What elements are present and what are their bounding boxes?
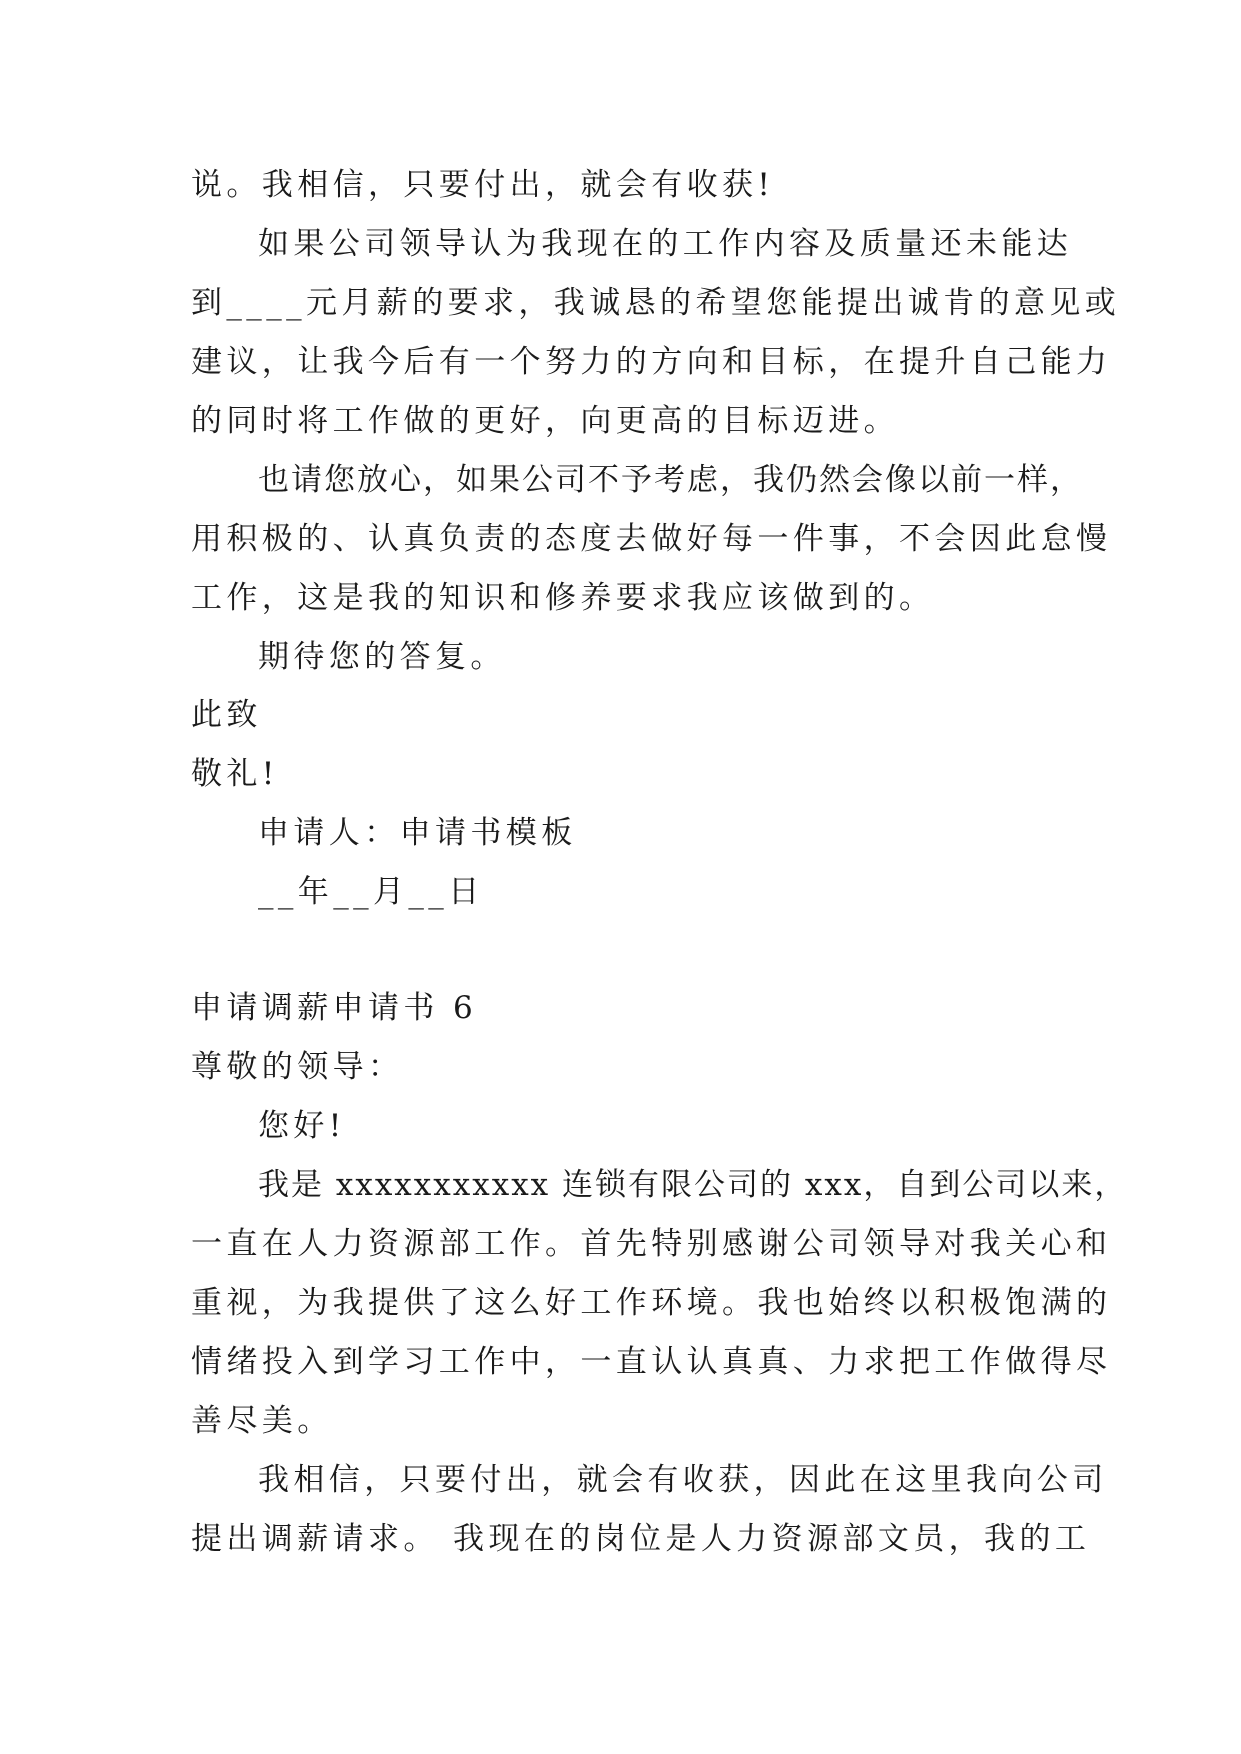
- text-line: 的同时将工作做的更好，向更高的目标迈进。: [191, 403, 899, 439]
- text-line: 如果公司领导认为我现在的工作内容及质量还未能达: [258, 226, 1073, 262]
- text-line: 情绪投入到学习工作中，一直认认真真、力求把工作做得尽: [191, 1344, 1112, 1380]
- text-line: 建议，让我今后有一个努力的方向和目标，在提升自己能力: [191, 344, 1112, 380]
- text-line: 用积极的、认真负责的态度去做好每一件事，不会因此怠慢: [191, 521, 1112, 557]
- signature-line: 申请人：申请书模板: [258, 815, 577, 851]
- text-line: 一直在人力资源部工作。首先特别感谢公司领导对我关心和: [191, 1226, 1112, 1262]
- closing-line: 敬礼!: [191, 756, 279, 792]
- section-title: 申请调薪申请书 6: [191, 990, 478, 1026]
- salutation: 尊敬的领导：: [191, 1049, 404, 1085]
- text-line: 到____元月薪的要求，我诚恳的希望您能提出诚肯的意见或: [191, 285, 1121, 321]
- closing-line: 此致: [191, 697, 262, 733]
- text-line: 提出调薪请求。 我现在的岗位是人力资源部文员，我的工: [191, 1521, 1091, 1557]
- text-line: 我是 xxxxxxxxxxx 连锁有限公司的 xxx，自到公司以来，: [258, 1167, 1128, 1203]
- text-line: 说。我相信，只要付出，就会有收获!: [191, 167, 775, 203]
- greeting: 您好!: [258, 1108, 346, 1144]
- text-line: 期待您的答复。: [258, 639, 506, 675]
- text-line: 也请您放心，如果公司不予考虑，我仍然会像以前一样，: [258, 462, 1083, 498]
- text-line: 工作，这是我的知识和修养要求我应该做到的。: [191, 580, 935, 616]
- text-line: 重视，为我提供了这么好工作环境。我也始终以积极饱满的: [191, 1285, 1112, 1321]
- date-line: __年__月__日: [258, 874, 484, 910]
- text-line: 我相信，只要付出，就会有收获，因此在这里我向公司: [258, 1462, 1108, 1498]
- text-line: 善尽美。: [191, 1403, 333, 1439]
